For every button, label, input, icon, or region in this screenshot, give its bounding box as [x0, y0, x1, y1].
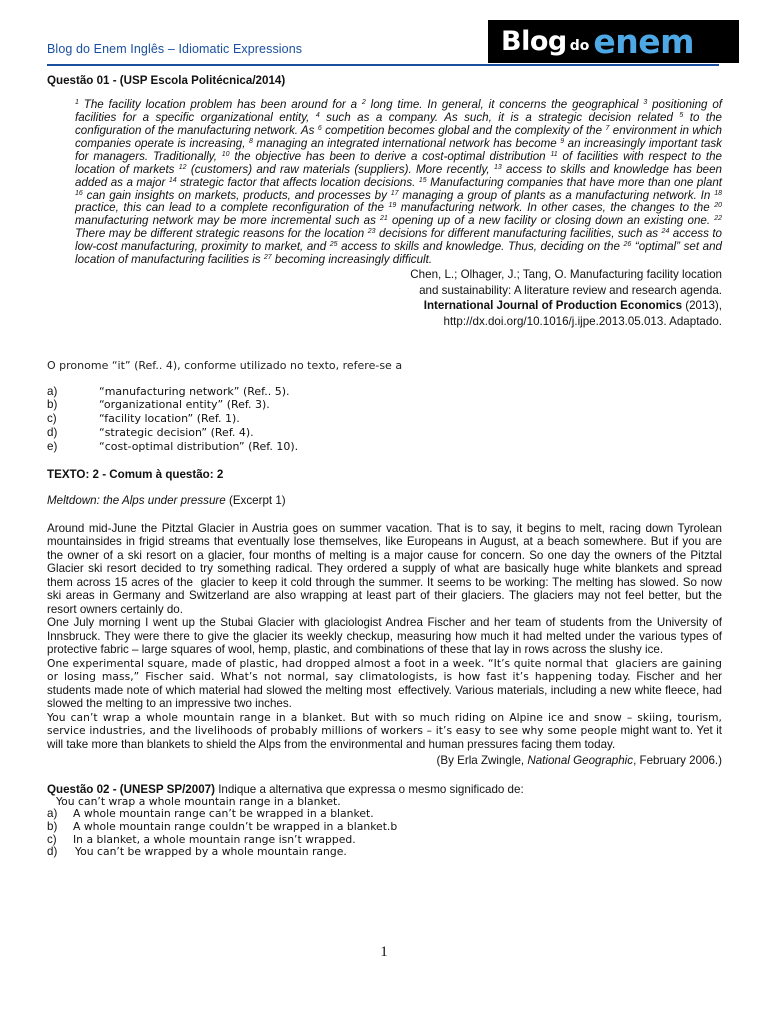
option-letter: b) — [47, 820, 58, 834]
option-b[interactable] — [47, 398, 722, 412]
option-text: “cost-optimal distribution” (Ref. 10). — [99, 439, 299, 453]
question-1-options — [47, 385, 722, 454]
logo-blog-text: Blog — [501, 25, 567, 57]
byline-source: National Geographic — [527, 754, 634, 768]
question-1-prompt: O pronome “it” (Ref.. 4), conforme utilizado no texto, refere-se a — [47, 359, 403, 373]
option-letter: d) — [47, 425, 58, 439]
article-paragraph: Around mid-June the Pitztal Glacier in Austria goes on summer vacation. That is to say, it begins to melt, racing down Tyrolean mountainsides in frigid streams that eventually lose themselves, like Europeans in August, at a beach somewhere. But if you are the owner of a ski resort on a glacier, four months of melting is a major cause for concern. So one day the owners of the Pitztal Glacier ski resort decided to try something radical. They ordered a supply of what are basically huge white blankets and spread them across 15 acres of the glacier to keep it cold through the summer. It seems to be working: The melting has slowed. So now ski areas in Germany and Switzerland are also wrapping at least part of their glaciers. The glaciers may not feel better, but the resort owners certainly do. — [47, 521, 722, 616]
option-text: In a blanket, a whole mountain range isn’t wrapped. — [73, 832, 356, 846]
citation-year: (2013), — [682, 299, 722, 313]
option-d[interactable] — [47, 846, 722, 859]
option-text: A whole mountain range couldn’t be wrapped in a blanket.b — [73, 820, 398, 834]
option-c[interactable] — [47, 412, 722, 426]
article-paragraph: One July morning I went up the Stubai Glacier with glaciologist Andrea Fischer and her team of students from the University of Innsbruck. They were there to give the glacier its weekly checkup, measuring how much it had melted under the various types of protective fabric – large squares of wool, hemp, plastic, and combinations of these that lay in rows across the slushy ice. — [47, 616, 722, 657]
article-byline — [47, 754, 722, 767]
option-text: “manufacturing network” (Ref.. 5). — [99, 384, 290, 398]
option-letter: a) — [47, 807, 58, 821]
option-letter: e) — [47, 439, 58, 453]
citation-doi-link[interactable]: http://dx.doi.org/10.1016/j.ijpe.2013.05.013. Adaptado. — [443, 314, 722, 328]
byline-author: (By Erla Zwingle, — [436, 754, 528, 768]
option-text: A whole mountain range can’t be wrapped in a blanket. — [73, 807, 374, 821]
option-e[interactable] — [47, 440, 722, 454]
article-title: Meltdown: the Alps under pressure — [47, 493, 226, 507]
logo-enem-text: enem — [593, 21, 695, 61]
option-letter: c) — [47, 832, 57, 846]
question-2-prompt: Indique a alternativa que expressa o mesmo significado de: — [214, 782, 524, 796]
citation-journal-line — [75, 298, 722, 314]
article-body — [47, 522, 722, 752]
header-title: Blog do Enem Inglês – Idiomatic Expressions — [47, 42, 303, 56]
citation-article-title: and sustainability: A literature review and research agenda. — [419, 283, 722, 297]
question-2-header — [47, 783, 722, 796]
option-letter: c) — [47, 412, 57, 426]
option-a[interactable] — [47, 385, 722, 399]
question-2-sentence: You can’t wrap a whole mountain range in a blanket. — [56, 794, 341, 808]
option-text: “strategic decision” (Ref. 4). — [99, 425, 254, 439]
question-2-options — [47, 796, 722, 859]
passage-citation — [75, 267, 722, 329]
article-paragraph: You can’t wrap a whole mountain range in a blanket. But with so much riding on Alpine ice and snow – skiing, tourism, service industries, and the livelihoods of probably millions of workers – it’s easy to see why some people might want to. Yet it will take more than blankets to shield the Alps from the environmental and human pressures facing them today. — [47, 710, 723, 751]
page-content — [47, 70, 722, 859]
article-paragraph: One experimental square, made of plastic, had dropped almost a foot in a week. “It’s quite normal that glaciers are gaining or losing mass,” Fischer said. What’s not normal, say climatologists, is how fast it’s happening today. Fischer and her students made note of which material had slowed the melting most effectively. Various materials, including a new white fleece, had slowed the melting to an impressive two inches. — [47, 656, 722, 711]
page-header — [0, 0, 768, 66]
excerpt-title — [47, 494, 722, 507]
option-text: “facility location” (Ref. 1). — [99, 412, 240, 426]
question-2-title: Questão 02 - (UNESP SP/2007) — [47, 782, 215, 796]
blog-do-enem-logo — [488, 20, 739, 63]
option-letter: a) — [47, 384, 58, 398]
option-letter: d) — [47, 845, 58, 859]
citation-journal: International Journal of Production Economics — [423, 299, 683, 313]
option-b[interactable] — [47, 821, 722, 834]
option-letter: b) — [47, 398, 58, 412]
citation-authors: Chen, L.; Olhager, J.; Tang, O. Manufacturing facility location — [410, 267, 722, 281]
excerpt-label: (Excerpt 1) — [225, 493, 286, 507]
texto-2-title: TEXTO: 2 - Comum à questão: 2 — [47, 467, 224, 481]
question-1-title: Questão 01 - (USP Escola Politécnica/2014) — [47, 74, 286, 87]
header-divider — [47, 64, 719, 66]
logo-do-text: do — [569, 37, 590, 54]
page-number: 1 — [380, 944, 388, 960]
option-text: You can’t be wrapped by a whole mountain range. — [75, 845, 347, 859]
question-1-passage: $^1$ The facility location problem has been around for a $^2$ long time. In general, it concerns the geographical $^3$ positioning of facilities for a specific organizational entity, $^4$ such as a company. As such, it is a strategic decision related $^5$ to the configuration of the manufacturing network. As $^6$ competition becomes global and the complexity of the $^7$ environment in which companies operate is increasing, $^8$ managing an integrated international network has become $^9$ an increasingly important task for managers. Traditionally, $^{10}$ the objective has been to derive a cost-optimal distribution $^{11}$ of facilities with respect to the location of markets $^{12}$ (customers) and raw materials (suppliers). More recently, $^{13}$ access to skills and knowledge has been added as a major $^{14}$ strategic factor that affects location decisions. $^{15}$ Manufacturing companies that have more than one plant $^{16}$ can gain insights on markets, products, and processes by $^{17}$ managing a group of plants as a manufacturing network. In $^{18}$ practice, this can lead to a complete reconfiguration of the $^{19}$ manufacturing network. In other cases, the changes to the $^{20}$ manufacturing network may be more incremental such as $^{21}$ opening up of a new facility or closing down an existing one. $^{22}$ There may be different strategic reasons for the location $^{23}$ decisions for different manufacturing facilities, such as $^{24}$ access to low-cost manufacturing, proximity to market, and $^{25}$ access to skills and knowledge. Thus, deciding on the $^{26}$ “optimal” set and location of manufacturing facilities is $^{27}$ becoming increasingly difficult. — [75, 98, 723, 267]
option-d[interactable] — [47, 426, 722, 440]
byline-date: , February 2006.) — [633, 754, 722, 768]
option-text: “organizational entity” (Ref. 3). — [99, 398, 270, 412]
